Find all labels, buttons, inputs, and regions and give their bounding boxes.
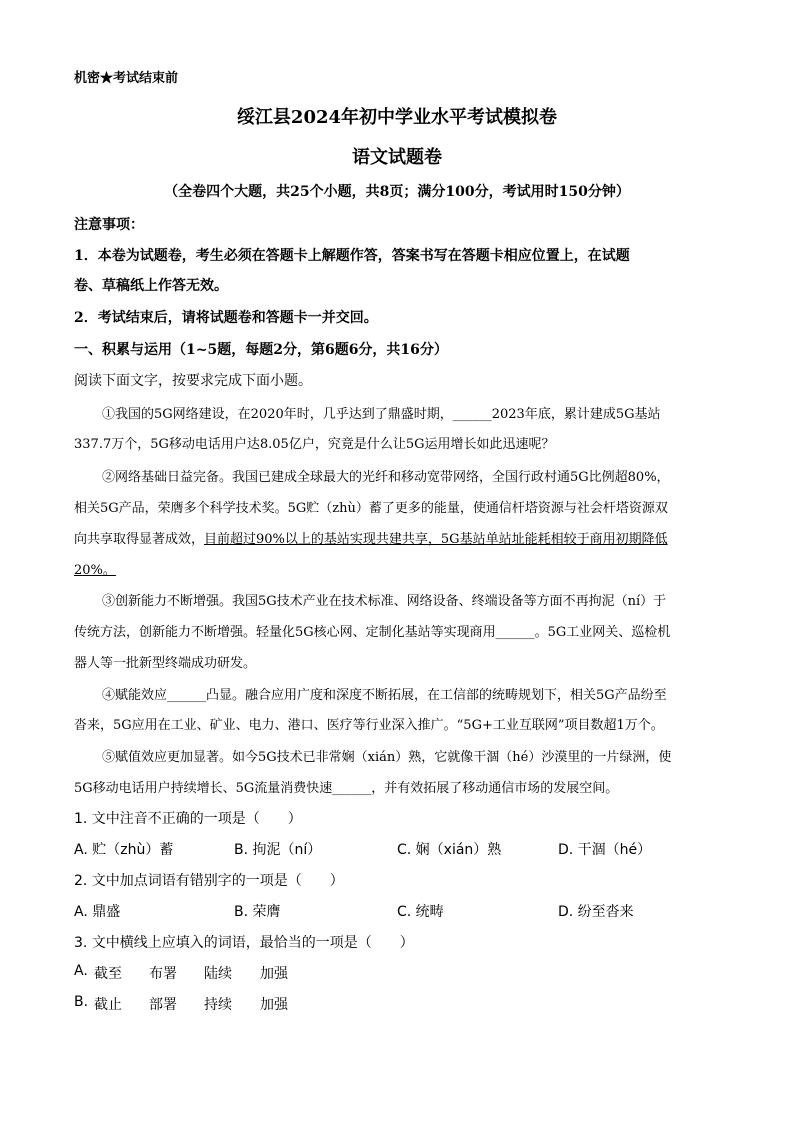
question-2-option-c[interactable]: C. 统畴	[397, 904, 444, 920]
exam-info: （全卷四个大题，共25个小题，共8页；满分100分，考试用时150分钟）	[164, 184, 630, 200]
option-a-word-4: 加强	[260, 966, 288, 982]
notes-heading: 注意事项：	[74, 217, 144, 233]
passage-p3-line1: ③创新能力不断增强。我国5G技术产业在技术标准、网络设备、终端设备等方面不再拘泥（ní）于	[102, 594, 667, 609]
question-2-option-b[interactable]: B. 荣膺	[234, 904, 281, 920]
passage-p5-line1: ⑤赋值效应更加显著。如今5G技术已非常娴（xián）熟，它就像干涸（hé）沙漠里的一片绿洲，使	[102, 750, 672, 765]
question-3-option-a[interactable]	[74, 963, 288, 982]
option-b-word-3: 持续	[204, 997, 232, 1013]
section-heading: 一、积累与运用（1~5题，每题2分，第6题6分，共16分）	[74, 342, 448, 358]
question-2-option-a[interactable]: A. 鼎盛	[74, 904, 121, 920]
question-1-option-c[interactable]: C. 娴（xián）熟	[397, 842, 502, 858]
passage-p1-line2: 337.7万个，5G移动电话用户达8.05亿户，究竟是什么让5G运用增长如此迅速呢？	[74, 437, 555, 452]
question-1-option-a[interactable]: A. 贮（zhù）蓄	[74, 842, 174, 858]
question-1-option-b[interactable]: B. 拘泥（ní）	[234, 842, 322, 858]
question-2-option-d[interactable]: D. 纷至沓来	[558, 904, 634, 920]
notes-item-1-cont: 卷、草稿纸上作答无效。	[74, 278, 228, 294]
passage-p3-line2: 传统方法，创新能力不断增强。轻量化5G核心网、定制化基站等实现商用______。5G工业网关、巡检机	[74, 625, 671, 640]
option-a-word-3: 陆续	[204, 966, 232, 982]
exam-title: 绥江县2024年初中学业水平考试模拟卷	[236, 107, 558, 128]
question-1-stem: 1. 文中注音不正确的一项是（ ）	[74, 811, 302, 827]
option-a-word-2: 布署	[149, 966, 177, 982]
passage-p5-line2: 5G移动电话用户持续增长、5G流量消费快速______，并有效拓展了移动通信市场的发展空间。	[74, 781, 619, 796]
passage-p4-line1: ④赋能效应______凸显。融合应用广度和深度不断拓展，在工信部的统畴规划下，相关5G产品纷至	[102, 688, 667, 703]
passage-p2-line1: ②网络基础日益完备。我国已建成全球最大的光纤和移动宽带网络，全国行政村通5G比例超80%，	[102, 470, 670, 485]
exam-subtitle: 语文试题卷	[352, 147, 442, 168]
option-b-word-2: 部署	[149, 997, 177, 1013]
section-instruction: 阅读下面文字，按要求完成下面小题。	[74, 373, 312, 389]
passage-p2-line3-plain: 向共享取得显著成效，	[74, 532, 205, 547]
passage-p2-line2: 相关5G产品，荣膺多个科学技术奖。5G贮（zhù）蓄了更多的能量，使通信杆塔资源与社会杆塔资源双	[74, 501, 668, 516]
passage-p2-line4: 20%。	[74, 563, 116, 578]
question-3-stem: 3. 文中横线上应填入的词语，最恰当的一项是（ ）	[74, 935, 414, 951]
question-3-option-b[interactable]	[74, 994, 288, 1013]
notes-item-1: 1．本卷为试题卷，考生必须在答题卡上解题作答，答案书写在答题卡相应位置上，在试题	[74, 248, 630, 264]
option-b-word-4: 加强	[260, 997, 288, 1013]
option-a-word-1: 截至	[94, 966, 122, 982]
option-a-label: A.	[74, 963, 88, 979]
confidential-mark: 机密★考试结束前	[74, 71, 179, 86]
passage-p2-line3	[74, 528, 668, 547]
passage-p4-line2: 沓来，5G应用在工业、矿业、电力、港口、医疗等行业深入推广。“5G+工业互联网”项目数超1万个。	[74, 718, 664, 733]
option-b-label: B.	[74, 994, 89, 1010]
question-1-option-d[interactable]: D. 干涸（hé）	[558, 842, 652, 858]
passage-p3-line3: 器人等一批新型终端成功研发。	[74, 656, 257, 671]
question-2-stem: 2. 文中加点词语有错别字的一项是（ ）	[74, 873, 344, 889]
passage-p1-line1: ①我国的5G网络建设，在2020年时，几乎达到了鼎盛时期，______2023年底，累计建成5G基站	[102, 407, 661, 422]
option-b-word-1: 截止	[94, 997, 122, 1013]
passage-underlined-sentence: 目前超过90%以上的基站实现共建共享，5G基站单站址能耗相较于商用初期降低	[204, 532, 668, 547]
notes-item-2: 2．考试结束后，请将试题卷和答题卡一并交回。	[74, 310, 378, 326]
